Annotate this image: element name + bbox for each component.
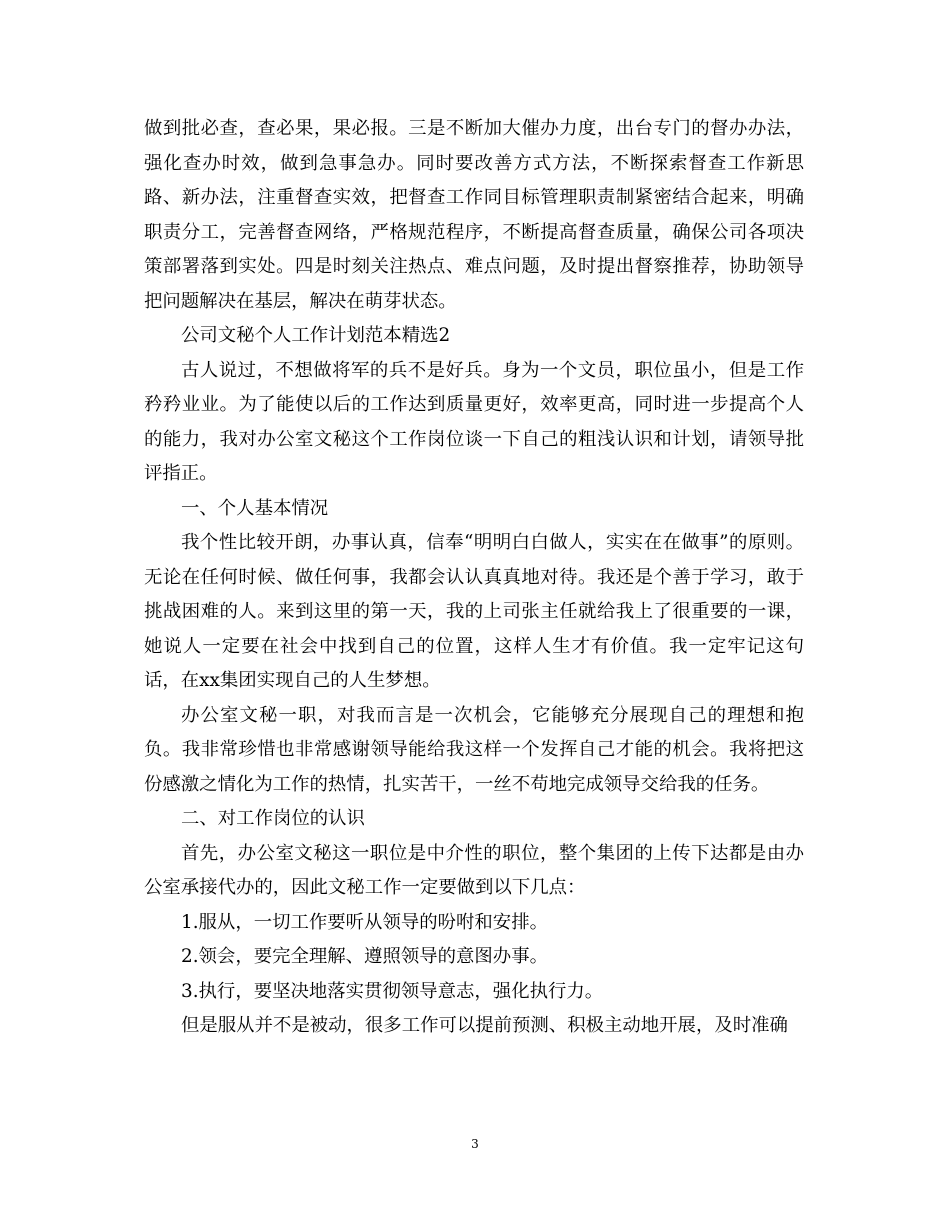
list-item-obey: 1.服从，一切工作要听从领导的吩咐和安排。 (181, 911, 548, 933)
paragraph-personality: 我个性比较开朗，办事认真，信奉“明明白白做人，实实在在做事”的原则。无论在任何时候、做任何事，我都会认认真真地对待。我还是个善于学习，敢于挑战困难的人。来到这里的第一天，我的上司张主任就给我上了很重要的一课，她说人一定要在社会中找到自己的位置，这样人生才有价值。我一定牢记这句话，在xx集团实现自己的人生梦想。 (144, 532, 804, 691)
heading-personal-info: 一、个人基本情况 (181, 497, 329, 519)
list-item-execute: 3.执行，要坚决地落实贯彻领导意志，强化执行力。 (181, 980, 604, 1002)
list-item-understand: 2.领会，要完全理解、遵照领导的意图办事。 (181, 946, 548, 967)
paragraph-intro: 古人说过，不想做将军的兵不是好兵。身为一个文员，职位虽小，但是工作矜矜业业。为了能使以后的工作达到质量更好，效率更高，同时进一步提高个人的能力，我对办公室文秘这个工作岗位谈一下自己的粗浅认识和计划，请领导批评指正。 (144, 359, 804, 484)
paragraph-intermediary-role: 首先，办公室文秘这一职位是中介性的职位，整个集团的上传下达都是由办公室承接代办的，因此文秘工作一定要做到以下几点： (144, 842, 804, 898)
paragraph-continuation: 做到批必查，查必果，果必报。三是不断加大催办力度，出台专门的督办办法，强化查办时效，做到急事急办。同时要改善方式方法，不断探索督查工作新思路、新办法，注重督查实效，把督查工作同目标管理职责制紧密结合起来，明确职责分工，完善督查网络，严格规范程序，不断提高督查质量，确保公司各项决策部署落到实处。四是时刻关注热点、难点问题，及时提出督察推荐，协助领导把问题解决在基层，解决在萌芽状态。 (144, 118, 804, 312)
paragraph-opportunity: 办公室文秘一职，对我而言是一次机会，它能够充分展现自己的理想和抱负。我非常珍惜也非常感谢领导能给我这样一个发挥自己才能的机会。我将把这份感激之情化为工作的热情，扎实苦干，一丝不苟地完成领导交给我的任务。 (144, 704, 804, 795)
document-body (144, 112, 804, 1044)
heading-job-understanding: 二、对工作岗位的认识 (181, 808, 365, 829)
page-number: 3 (471, 1137, 479, 1151)
section-title-plan-2: 公司文秘个人工作计划范本精选2 (181, 325, 451, 346)
paragraph-proactive: 但是服从并不是被动，很多工作可以提前预测、积极主动地开展，及时准确 (181, 1015, 788, 1036)
